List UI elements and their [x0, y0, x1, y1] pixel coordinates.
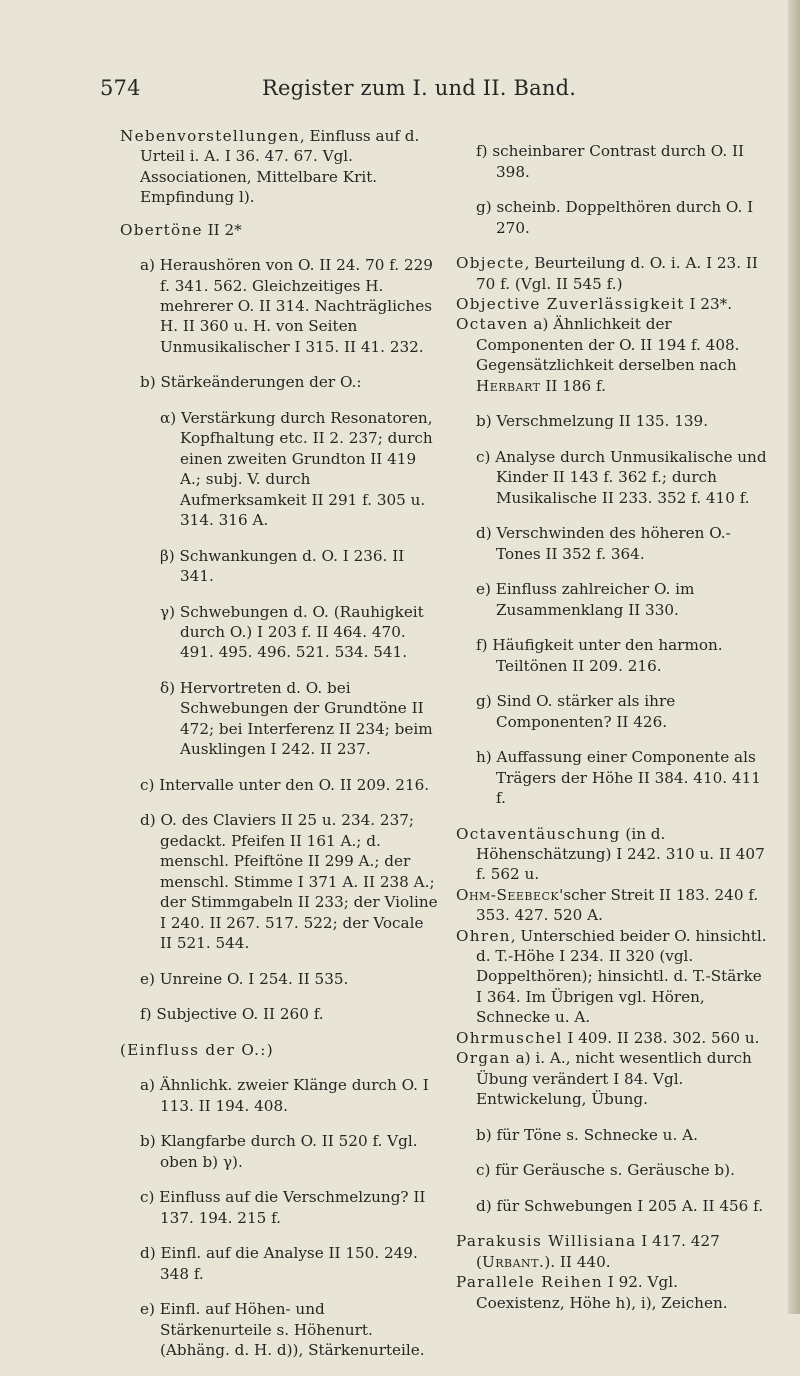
entry-headword: (Einfluss der O.:) [120, 1040, 274, 1059]
entry-text: d) O. des Claviers II 25 u. 234. 237; gedackt. Pfeifen II 161 A.; d. menschl. Pfeiftöne II 299 A.; der menschl. Stimme I 371 A. II 238 A.; der Stimmgabeln II 233; der Violine I 240. II 267. 517. 522; der Vocale II 521. 544. [140, 811, 438, 952]
entry-headword: Organ [456, 1049, 511, 1068]
index-entry [456, 1048, 771, 1109]
entry-text: I 417. 427 ( [476, 1232, 720, 1271]
right-column [456, 126, 771, 1313]
entry-text: d) für Schwebungen I 205 A. II 456 f. [476, 1196, 764, 1215]
entry-text: γ) Schwebungen d. O. (Rauhigkeit durch O.) I 203 f. II 464. 470. 491. 495. 496. 521. 534. 541. [160, 602, 424, 662]
entry-text: α) Verstärkung durch Resonatoren, Kopfhaltung etc. II 2. 237; durch einen zweiten Grundton II 419 A.; subj. V. durch Aufmerksamkeit II 291 f. 305 u. 314. 316 A. [160, 409, 433, 530]
entry-text: f) scheinbarer Contrast durch O. II 398. [476, 142, 744, 181]
index-entry [120, 546, 440, 587]
index-entry [456, 1231, 771, 1272]
entry-text: I 92. Vgl. Coexistenz, Höhe h), i), Zeichen. [476, 1273, 728, 1312]
entry-headword: Ohren [456, 926, 511, 945]
index-entry [120, 602, 440, 663]
index-entry [456, 253, 771, 294]
entry-text: f) Häufigkeit unter den harmon. Teiltönen II 209. 216. [476, 636, 723, 675]
entry-text: e) Unreine O. I 254. II 535. [140, 969, 349, 988]
entry-text: , Einfluss auf d. Urteil i. A. I 36. 47. 67. Vgl. Associationen, Mittelbare Krit. Empfindung l). [140, 127, 420, 207]
index-entry [120, 1004, 440, 1024]
entry-text: g) scheinb. Doppelthören durch O. I 270. [476, 198, 754, 237]
entry-text: e) Einfl. auf Höhen- und Stärkenurteile s. Höhenurt. (Abhäng. d. H. d)), Stärkenurteile. [140, 1300, 425, 1360]
entry-text: c) Einfluss auf die Verschmelzung? II 137. 194. 215 f. [140, 1188, 426, 1227]
entry-headword: Objective Zuverlässigkeit [456, 295, 685, 313]
index-entry [456, 523, 771, 564]
index-entry [456, 747, 771, 808]
entry-headword: Ohrmuschel [456, 1028, 563, 1047]
index-entry [120, 1075, 440, 1116]
index-entry [120, 255, 440, 357]
page-edge [788, 0, 800, 1314]
index-entry [120, 220, 440, 240]
entry-text: d) Verschwinden des höheren O.-Tones II 352 f. 364. [476, 524, 731, 563]
page-number: 574 [100, 76, 141, 100]
entry-text: h) Auffassung einer Componente als Trägers der Höhe II 384. 410. 411 f. [476, 748, 761, 808]
index-entry [456, 314, 771, 396]
index-entry [120, 1243, 440, 1284]
entry-text: 'scher Streit II 183. 240 f. 353. 427. 520 A. [476, 885, 759, 925]
index-entry [456, 141, 771, 182]
author-name: Herbart [476, 376, 541, 395]
entry-headword: Octaventäuschung [456, 824, 621, 843]
entry-text: I 409. II 238. 302. 560 u. [562, 1028, 760, 1047]
entry-headword: Objecte [456, 254, 525, 273]
entry-text: g) Sind O. stärker als ihre Componenten? II 426. [476, 692, 676, 731]
index-entry [120, 1131, 440, 1172]
entry-text: δ) Hervortreten d. O. bei Schwebungen der Grundtöne II 472; bei Interferenz II 234; beim Ausklingen I 242. II 237. [160, 679, 433, 759]
entry-text: b) Klangfarbe durch O. II 520 f. Vgl. oben b) γ). [140, 1132, 418, 1171]
author-name: Urbant. [481, 1252, 545, 1271]
entry-headword: Parallele Reihen [456, 1273, 603, 1292]
index-entry [120, 1299, 440, 1360]
index-entry [456, 691, 771, 732]
index-entry [120, 1187, 440, 1228]
entry-text: c) Analyse durch Unmusikalische und Kinder II 143 f. 362 f.; durch Musikalische II 233. 352 f. 410 f. [476, 447, 767, 507]
index-entry [120, 126, 440, 208]
index-entry [456, 1028, 771, 1048]
index-entry [456, 197, 771, 238]
entry-text: , Unterschied beider O. hinsichtl. d. T.-Höhe I 234. II 320 (vgl. Doppelthören); hinsichtl. d. T.-Stärke I 364. Im Übrigen vgl. Hören, Schnecke u. A. [476, 926, 767, 1027]
entry-text: II 186 f. [540, 376, 606, 395]
entry-text: β) Schwankungen d. O. I 236. II 341. [160, 546, 405, 586]
index-entry [456, 1160, 771, 1180]
entry-text: c) für Geräusche s. Geräusche b). [476, 1161, 735, 1180]
index-entry [120, 372, 440, 392]
entry-text: e) Einfluss zahlreicher O. im Zusammenklang II 330. [476, 580, 695, 619]
entry-text: a) i. A., nicht wesentlich durch Übung verändert I 84. Vgl. Entwickelung, Übung. [476, 1049, 752, 1108]
author-name: Ohm-Seebeck [456, 885, 560, 904]
entry-text: (in d. Höhenschätzung) I 242. 310 u. II 407 f. 562 u. [476, 824, 765, 884]
index-entry [120, 969, 440, 989]
index-entry [456, 447, 771, 508]
index-entry [456, 926, 771, 1028]
index-entry [456, 579, 771, 620]
entry-headword: Octaven [456, 315, 529, 334]
entry-text: a) Ähnlichkeit der Componenten der O. II 194 f. 408. Gegensätzlichkeit derselben nach [476, 315, 740, 375]
left-column [120, 126, 440, 1376]
entry-text: c) Intervalle unter den O. II 209. 216. [140, 775, 430, 794]
entry-text: f) Subjective O. II 260 f. [140, 1005, 324, 1024]
entry-text: II 2* [202, 220, 242, 239]
entry-headword: Parakusis Willisiana [456, 1232, 637, 1251]
index-entry [456, 885, 771, 926]
index-entry [456, 824, 771, 885]
index-entry [456, 1125, 771, 1145]
entry-text: b) für Töne s. Schnecke u. A. [476, 1125, 698, 1144]
entry-headword: Nebenvorstellungen [120, 127, 300, 145]
index-entry [456, 635, 771, 676]
entry-headword: Obertöne [120, 220, 203, 239]
entry-text: , Beurteilung d. O. i. A. I 23. II 70 f. (Vgl. II 545 f.) [476, 254, 758, 293]
entry-text: a) Heraushören von O. II 24. 70 f. 229 f. 341. 562. Gleichzeitiges H. mehrerer O. II 314. Nachträgliches H. II 360 u. H. von Seiten Unmusikalischer I 315. II 41. 232. [140, 256, 433, 356]
entry-text: a) Ähnlichk. zweier Klänge durch O. I 113. II 194. 408. [140, 1076, 429, 1115]
entry-text: ). II 440. [544, 1252, 611, 1271]
index-entry [120, 810, 440, 953]
index-entry [120, 678, 440, 760]
index-entry [456, 294, 771, 314]
index-entry [120, 775, 440, 795]
index-entry [456, 411, 771, 431]
index-entry [120, 1040, 440, 1060]
index-entry [456, 1272, 771, 1313]
entry-text: b) Stärkeänderungen der O.: [140, 373, 362, 392]
entry-text: I 23*. [684, 295, 733, 313]
entry-text: d) Einfl. auf die Analyse II 150. 249. 348 f. [140, 1244, 418, 1283]
index-entry [456, 1196, 771, 1216]
entry-text: b) Verschmelzung II 135. 139. [476, 412, 709, 431]
running-title: Register zum I. und II. Band. [262, 76, 577, 100]
index-entry [120, 408, 440, 530]
